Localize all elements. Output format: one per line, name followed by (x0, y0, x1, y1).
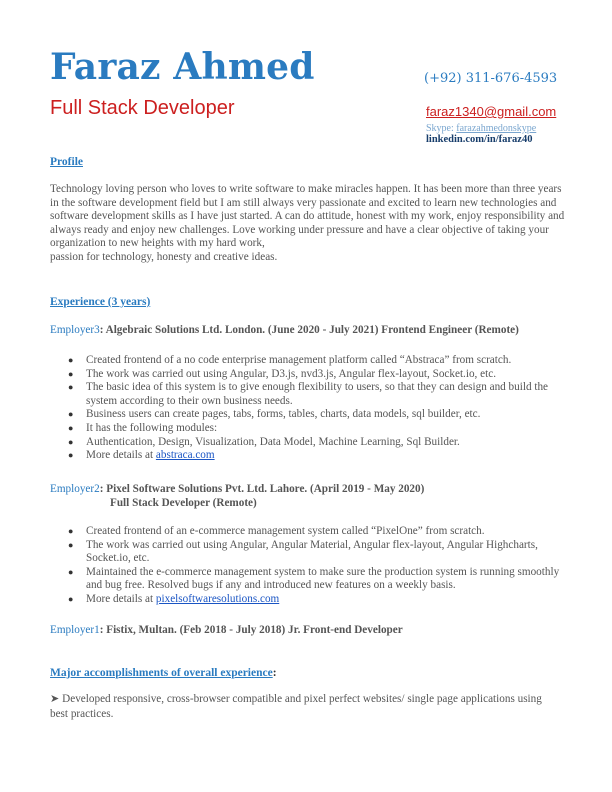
more-details-prefix: More details at (86, 449, 156, 462)
list-item (60, 381, 560, 408)
profile-body: Technology loving person who loves to write software to make miracles happen. It has been more than three years in the software development field but I am still always very passionate and excited to learn new technologies and software development skills as I have just started. A can do attitude, honest with my work, enjoy responsibility and always ready and enjoy new challenges. Love working under pressure and have a clear objective of taking your organization to new heights with my hard work, (50, 183, 565, 249)
candidate-role: Full Stack Developer (50, 97, 235, 119)
employer3-details: : Algebraic Solutions Ltd. London. (June 2020 - July 2021) Frontend Engineer (Remote) (99, 324, 519, 336)
profile-text (50, 183, 565, 264)
bullet-text: It has the following modules: (86, 421, 218, 434)
list-item (60, 593, 560, 607)
list-item (60, 368, 560, 382)
bullet-icon: ● (68, 450, 74, 461)
bullet-text: Business users can create pages, tabs, forms, tables, charts, data models, sql builder, etc. (86, 408, 481, 421)
list-item (60, 436, 560, 450)
bullet-icon: ● (68, 526, 74, 536)
bullet-icon: ● (68, 566, 74, 577)
email-link[interactable]: faraz1340@gmail.com (426, 104, 557, 119)
employer1-line (50, 624, 403, 636)
abstraca-link[interactable]: abstraca.com (155, 449, 215, 462)
phone-number: (+92) 311-676-4593 (424, 71, 558, 86)
employer2-line (50, 483, 424, 495)
accomplishments-title: Major accomplishments of overall experience (50, 667, 273, 679)
bullet-icon: ● (68, 436, 74, 447)
list-item (60, 449, 560, 463)
skype-label: Skype: (426, 123, 457, 134)
bullet-icon: ● (68, 409, 74, 420)
pixelsoftwaresolutions-link[interactable]: pixelsoftwaresolutions.com (155, 592, 280, 605)
bullet-icon: ● (68, 368, 74, 379)
employer3-label: Employer3 (50, 324, 100, 336)
candidate-name: Faraz Ahmed (50, 46, 315, 88)
accomplishments-colon: : (272, 667, 277, 679)
bullet-icon: ● (68, 422, 74, 433)
linkedin-link[interactable]: linkedin.com/in/faraz40 (426, 134, 533, 145)
bullet-text: Maintained the e-commerce management system to make sure the production system is running smoothly and bug free. Resolved bugs if any and introduced new features on a weekly basis. (86, 565, 560, 592)
employer1-details: : Fistix, Multan. (Feb 2018 - July 2018) Jr. Front-end Developer (99, 624, 403, 636)
skype-link[interactable]: farazahmedonskype (456, 123, 537, 134)
bullet-text: Authentication, Design, Visualization, Data Model, Machine Learning, Sql Builder. (86, 435, 460, 448)
bullet-text: Created frontend of an e-commerce management system called “PixelOne” from scratch. (86, 525, 485, 537)
bullet-text: The work was carried out using Angular, D3.js, nvd3.js, Angular flex-layout, Socket.io, etc. (86, 367, 496, 380)
experience-heading: Experience (3 years) (50, 296, 151, 308)
bullet-icon: ● (68, 539, 74, 550)
bullet-text: The basic idea of this system is to give enough flexibility to users, so that they can design and build the system according to their own business needs. (86, 381, 549, 407)
employer1-label: Employer1 (50, 624, 100, 636)
bullet-icon: ● (68, 593, 74, 604)
bullet-text: The work was carried out using Angular, Angular Material, Angular flex-layout, Angular Highcharts, Socket.io, etc. (86, 538, 538, 565)
list-item (60, 525, 560, 539)
more-details-prefix: More details at (86, 592, 156, 605)
list-item (60, 566, 560, 593)
bullet-text: Created frontend of a no code enterprise management platform called “Abstraca” from scratch. (86, 354, 512, 366)
list-item (60, 354, 560, 368)
employer2-role: Full Stack Developer (Remote) (110, 497, 257, 509)
employer2-label: Employer2 (50, 483, 100, 495)
employer3-bullets (60, 354, 560, 463)
list-item (60, 422, 560, 436)
employer3-line (50, 324, 519, 336)
employer2-details: : Pixel Software Solutions Pvt. Ltd. Lahore. (April 2019 - May 2020) (99, 483, 425, 495)
accomplishments-heading (50, 667, 277, 679)
accomplishment-item: ➤ Developed responsive, cross-browser compatible and pixel perfect websites/ single page applications using best practices. (50, 693, 542, 720)
bullet-icon: ● (68, 355, 74, 365)
profile-body-last: passion for technology, honesty and creative ideas. (50, 250, 278, 263)
bullet-icon: ● (68, 382, 74, 393)
profile-heading: Profile (50, 156, 83, 168)
employer2-bullets (60, 525, 560, 607)
list-item (60, 408, 560, 422)
list-item (60, 539, 560, 566)
skype-contact (426, 123, 536, 134)
